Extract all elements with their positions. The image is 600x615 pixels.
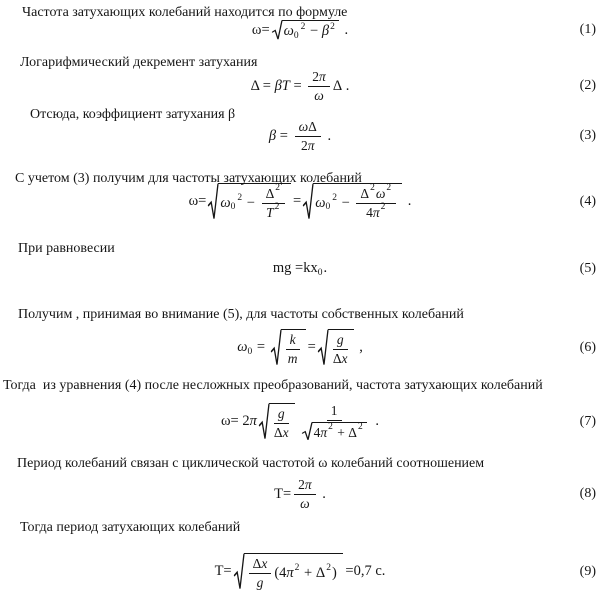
paragraph-8: Период колебаний связан с циклической частотой ω колебаний соотношением [17,456,485,471]
equation-row-3 [0,119,600,153]
radical-sign-icon [234,553,244,590]
math-token: = [253,339,269,356]
math-token: 4 [366,204,373,220]
fraction [262,183,285,220]
sqrt-content [281,329,306,366]
equation-number: (6) [579,339,596,355]
equation-8 [274,477,326,511]
math-token: Δ = [250,77,275,94]
fraction [249,556,272,590]
sqrt-radical [303,183,402,220]
math-token: 2 [380,201,386,212]
equation-row-8 [0,477,600,511]
sqrt-radical [272,20,339,40]
math-token: ω [283,23,294,39]
sqrt-content [312,422,367,441]
equation-3 [269,119,331,153]
sqrt-content [282,20,339,40]
radical-sign-icon [271,329,281,366]
math-token: π [249,413,257,430]
sqrt-content [218,183,291,220]
fraction [333,332,348,366]
math-token: π [304,477,312,492]
math-token: − [337,194,354,211]
paragraph-5: При равновесии [18,241,115,256]
math-token: 2 [275,183,280,194]
math-token: Δ [332,350,342,366]
math-token: Δ [315,564,326,581]
math-token: (4 [274,564,287,581]
math-token: x [341,350,348,366]
equation-number: (2) [579,78,596,94]
math-token: 2 [274,201,280,212]
math-token: ω [237,339,248,356]
math-token: . [323,127,332,144]
math-token: 4 [313,424,321,440]
math-token: . [323,260,328,276]
equation-row-2 [0,69,600,103]
equation-6 [237,329,363,366]
math-token: ω [315,194,326,211]
fraction [308,69,330,103]
math-token: − [243,194,259,211]
equation-number: (1) [579,22,596,37]
math-token: g [256,574,264,590]
equation-row-9 [0,553,600,590]
math-token: 0 [317,267,323,278]
sqrt-content [244,553,344,590]
math-token: Δ [252,556,262,571]
sqrt-radical [234,553,344,590]
equation-5 [273,260,327,277]
math-token: 1 [330,403,338,418]
equation-number: (9) [579,563,596,579]
equation-7 [221,403,379,440]
math-token: 0 [325,202,331,213]
fraction [274,406,289,440]
math-token: 2 [294,563,300,574]
radical-sign-icon [272,20,282,40]
equation-row-1 [0,20,600,40]
math-token: π [320,424,328,440]
math-token: . [340,21,349,38]
math-token: 0 [293,30,299,41]
math-token: ω= [188,193,207,210]
math-token: ω= [251,21,270,38]
sqrt-radical [208,183,291,220]
fraction [294,477,316,511]
sqrt-radical [271,329,306,366]
math-token: =0,7 с. [345,563,386,580]
math-token: β [268,127,277,144]
math-token: π [286,564,294,581]
fraction [295,119,321,153]
math-token: 2 [330,21,335,32]
sqrt-content [313,183,402,220]
equation-1 [252,20,348,40]
math-token: + [333,424,349,440]
math-token: 2 [386,183,392,194]
math-token: , [355,339,363,356]
math-token: ω [375,186,386,201]
equation-9 [215,553,386,590]
equation-number: (5) [579,260,596,276]
math-token: x [261,556,268,571]
math-token: Δ [332,77,343,94]
math-token: 2 [357,421,363,432]
math-token: + [300,564,316,581]
fraction [286,332,300,366]
math-token: g [277,406,285,421]
fraction [300,403,369,440]
math-token: T= [274,485,292,502]
equation-2 [251,69,350,103]
math-token: 2 [332,193,337,204]
radical-sign-icon [208,183,218,220]
equation-row-4 [0,183,600,220]
math-token: β [321,23,330,39]
math-token: = [289,77,306,94]
math-token: = [307,339,316,356]
sqrt-content [269,403,295,440]
math-token: π [307,137,315,153]
math-token: g [336,332,344,347]
math-token: x [282,424,289,440]
math-token: 0 [230,202,236,213]
paragraph-7: Тогда из уравнения (4) после несложных преобразований, частота затухающих колебаний [3,378,543,393]
math-token: 2 [237,193,243,204]
paragraph-1: Частота затухающих колебаний находится по формуле [22,5,348,20]
math-token: . [342,77,350,94]
math-token: ω [220,194,231,211]
paragraph-6: Получим , принимая во внимание (5), для частоты собственных колебаний [18,307,464,322]
math-token: ω [314,87,324,103]
math-token: 2 [300,137,308,153]
equation-row-7 [0,403,600,440]
math-token: 2 [312,69,320,84]
radical-sign-icon [303,183,313,220]
equation-row-6 [0,329,600,366]
math-token: T [266,204,274,220]
paragraph-4: С учетом (3) получим для частоты затухающих колебаний [15,171,362,186]
math-token: Δ [273,424,283,440]
math-token: − [306,23,322,39]
math-token: = [293,193,302,210]
equation-number: (3) [579,128,596,144]
equation-number: (4) [579,193,596,209]
math-token: T= [214,563,232,580]
equation-4 [189,183,412,220]
sqrt-content [328,329,354,366]
math-token: 2 [370,183,375,194]
radical-sign-icon [318,329,328,366]
math-token: ω= 2 [221,413,250,430]
math-token: Δ [265,186,275,201]
math-token: mg =kx [272,260,318,276]
math-token: m [287,350,298,366]
math-token: ω [300,495,310,511]
fraction [356,183,396,220]
math-token: . [371,413,379,430]
paragraph-9: Тогда период затухающих колебаний [20,520,241,535]
radical-sign-icon [259,403,269,440]
equation-row-5 [0,260,600,277]
math-token: ω [298,119,309,134]
equation-number: (8) [579,486,596,502]
math-token: π [372,204,380,220]
math-token: 2 [326,563,331,574]
math-token: 0 [247,346,253,357]
equation-number: (7) [579,413,596,429]
math-token: k [289,332,296,347]
math-token: Δ [348,424,357,440]
paragraph-3: Отсюда, коэффициент затухания β [30,107,236,122]
math-token: ) [331,564,341,581]
math-token: . [404,193,412,210]
math-token: 2 [298,477,305,492]
sqrt-radical [302,422,367,441]
math-token: Δ [308,119,317,134]
math-token: βT [274,77,290,94]
sqrt-radical [259,403,295,440]
paragraph-2: Логарифмический декремент затухания [20,55,258,70]
math-token: . [318,485,326,502]
sqrt-radical [318,329,354,366]
math-token: Δ [360,186,370,201]
math-token: 2 [328,421,333,432]
radical-sign-icon [302,422,312,441]
math-token: π [319,69,326,84]
math-token: 2 [300,21,306,32]
math-token: = [276,127,292,144]
